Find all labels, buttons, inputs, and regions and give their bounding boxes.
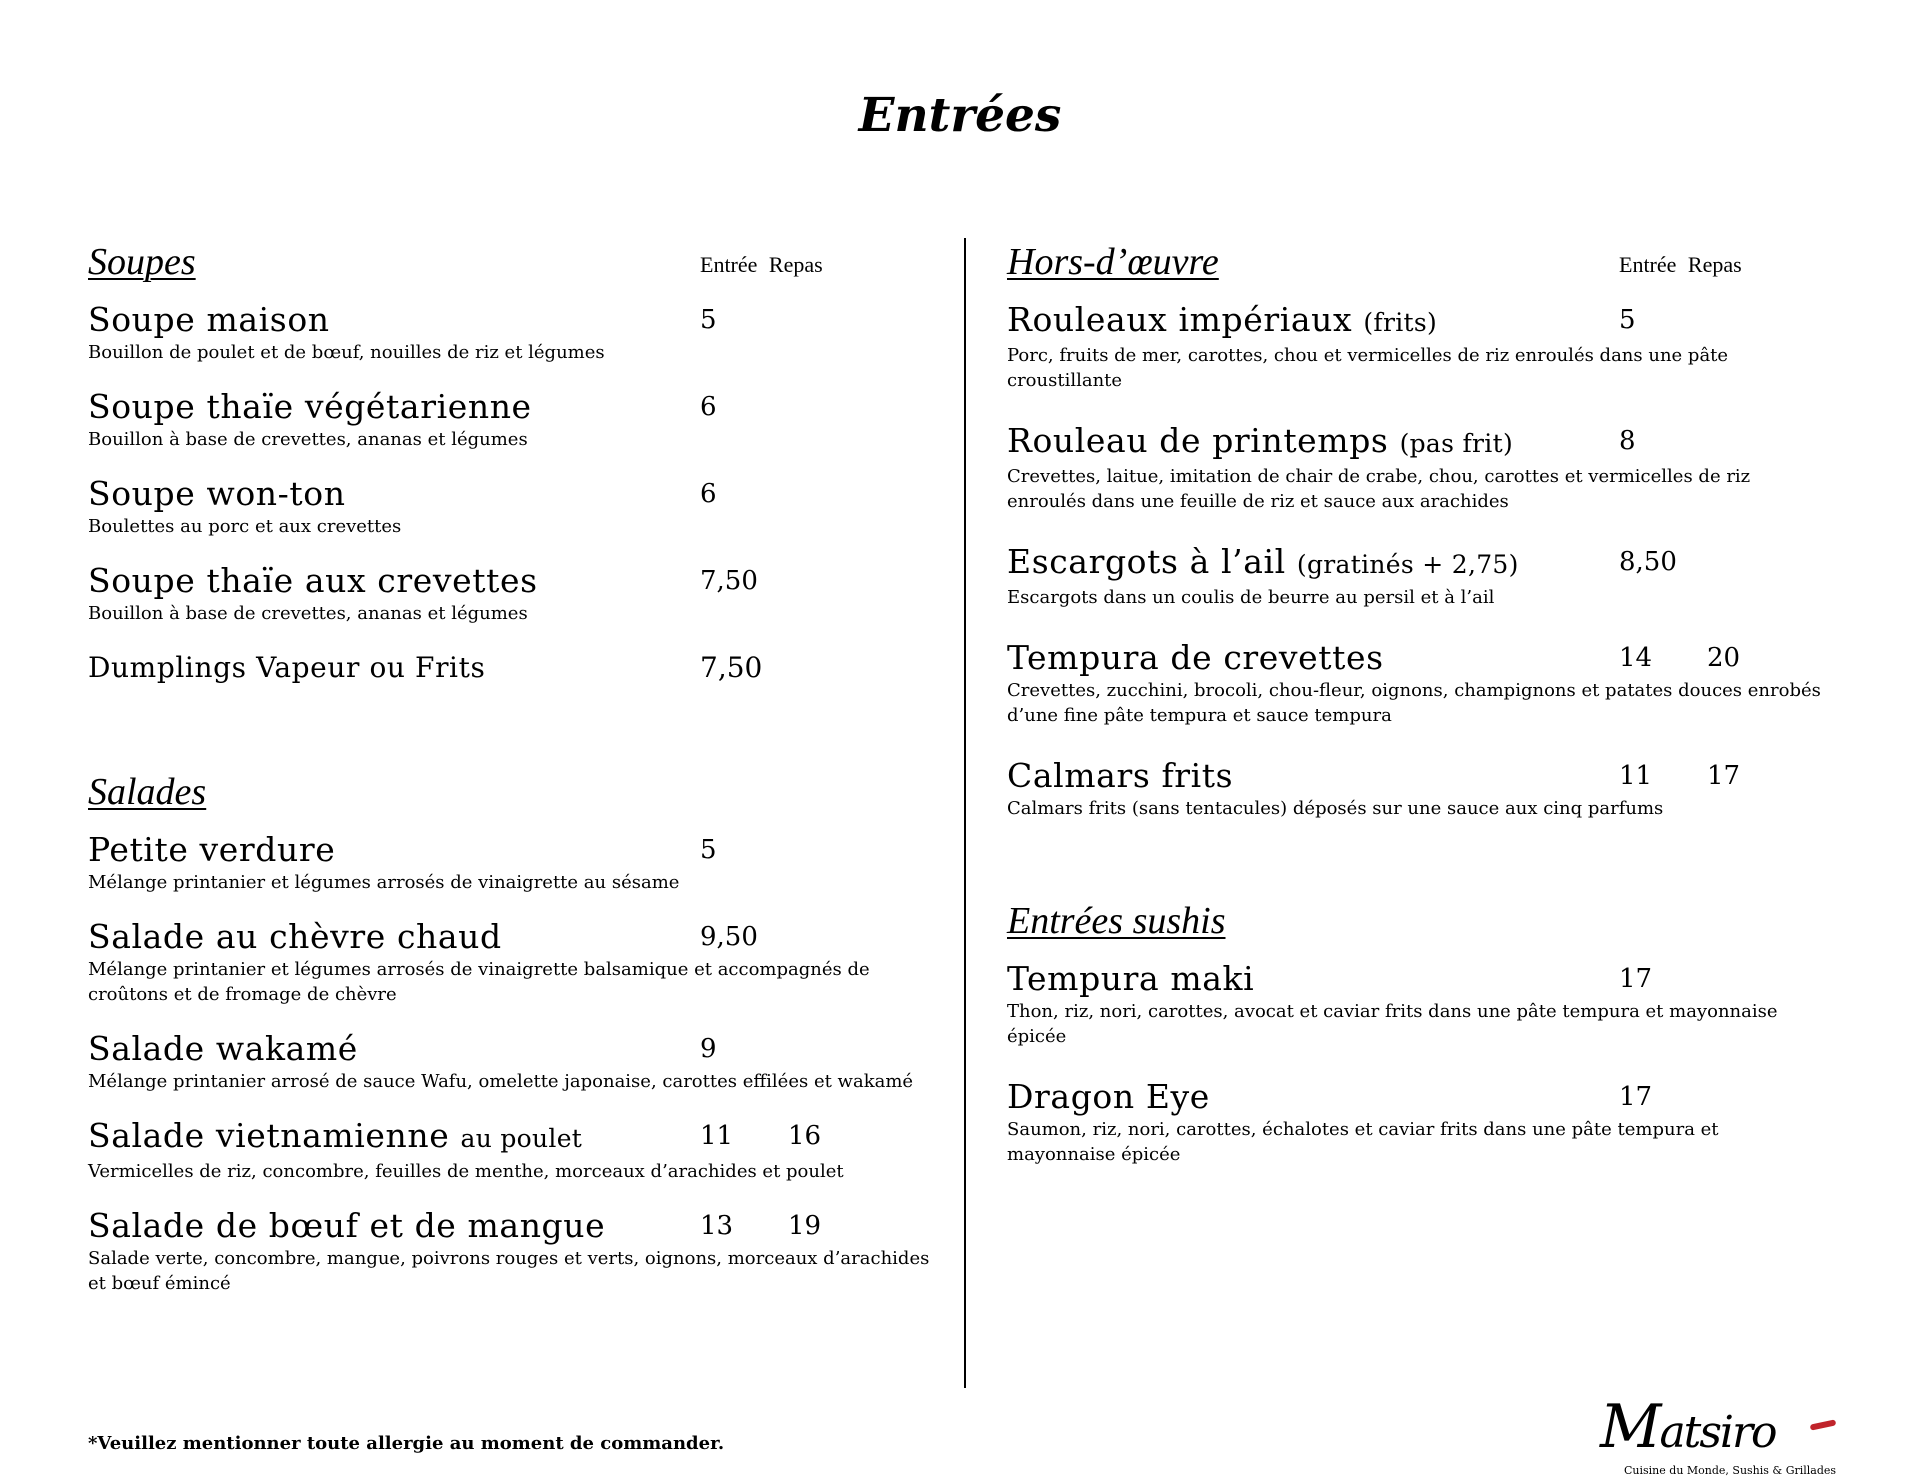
price-column-headers — [700, 252, 823, 278]
price-entree: 5 — [700, 305, 717, 335]
menu-item-name — [1007, 1077, 1827, 1117]
column-header-repas: Repas — [768, 252, 823, 277]
menu-item-description: Mélange printanier et légumes arrosés de vinaigrette au sésame — [88, 872, 680, 893]
menu-item-name — [1007, 300, 1827, 343]
price-entree: 9 — [700, 1034, 717, 1064]
menu-item-title: Rouleau de printemps — [1007, 421, 1389, 460]
menu-item — [88, 387, 948, 452]
column-header-entree: Entrée — [1619, 252, 1677, 277]
menu-item-name — [88, 648, 948, 688]
menu-item-name — [88, 387, 948, 427]
menu-item — [1007, 959, 1827, 1049]
section-title-soupes: Soupes — [88, 241, 196, 283]
menu-item-title: Petite verdure — [88, 830, 336, 869]
allergy-footnote: *Veuillez mentionner toute allergie au moment de commander. — [88, 1433, 725, 1454]
menu-item — [88, 1116, 948, 1184]
section-title-entrees-sushis: Entrées sushis — [1007, 900, 1226, 942]
menu-item-title: Calmars frits — [1007, 756, 1234, 795]
menu-item-title: Tempura de crevettes — [1007, 638, 1384, 677]
price-repas: 16 — [788, 1121, 822, 1151]
menu-item — [88, 474, 948, 539]
menu-item-title: Soupe thaïe aux crevettes — [88, 561, 538, 600]
price-entree: 14 — [1619, 643, 1653, 673]
menu-item — [1007, 421, 1827, 514]
price-entree: 17 — [1619, 964, 1653, 994]
menu-item-title: Soupe maison — [88, 300, 330, 339]
menu-item-name — [88, 1029, 948, 1069]
menu-item-name — [88, 917, 948, 957]
menu-item-title: Dragon Eye — [1007, 1077, 1210, 1116]
menu-item-name — [1007, 638, 1827, 678]
menu-item — [1007, 756, 1827, 821]
menu-item — [1007, 1077, 1827, 1167]
menu-item-title: Dumplings Vapeur ou Frits — [88, 651, 486, 684]
logo-wordmark: Matsiro — [1600, 1392, 1776, 1462]
menu-item — [1007, 638, 1827, 728]
section-soupes — [88, 238, 948, 688]
menu-item — [88, 648, 948, 688]
menu-item-title: Tempura maki — [1007, 959, 1255, 998]
menu-item-description: Thon, riz, nori, carottes, avocat et caviar frits dans une pâte tempura et mayonnaise épicée — [1007, 1001, 1778, 1047]
menu-item — [88, 1206, 948, 1296]
menu-item-description: Mélange printanier arrosé de sauce Wafu, omelette japonaise, carottes effilées et wakamé — [88, 1071, 914, 1092]
logo-tagline: Cuisine du Monde, Sushis & Grillades — [1624, 1464, 1837, 1477]
menu-item-note: au poulet — [460, 1124, 583, 1153]
menu-item-description: Boulettes au porc et aux crevettes — [88, 516, 402, 537]
price-entree: 6 — [700, 479, 717, 509]
menu-item — [88, 830, 948, 895]
section-header — [1007, 238, 1827, 300]
section-salades — [88, 768, 948, 1296]
section-header — [88, 238, 948, 300]
menu-item-description: Crevettes, laitue, imitation de chair de crabe, chou, carottes et vermicelles de riz enroulés dans une feuille de riz et sauce aux arachides — [1007, 466, 1751, 512]
menu-item — [88, 300, 948, 365]
page-title: Entrées — [858, 88, 1062, 143]
section-title-salades: Salades — [88, 771, 207, 813]
section-header — [88, 768, 948, 830]
menu-item — [88, 561, 948, 626]
price-entree: 8,50 — [1619, 547, 1677, 577]
menu-item-title: Salade de bœuf et de mangue — [88, 1206, 606, 1245]
menu-item — [1007, 300, 1827, 393]
price-entree: 5 — [1619, 305, 1636, 335]
section-hors-doeuvre — [1007, 238, 1827, 821]
menu-item-description: Escargots dans un coulis de beurre au persil et à l’ail — [1007, 587, 1495, 608]
price-repas: 20 — [1707, 643, 1741, 673]
menu-item-name — [88, 561, 948, 601]
menu-item-description: Calmars frits (sans tentacules) déposés sur une sauce aux cinq parfums — [1007, 798, 1664, 819]
menu-item-title: Soupe thaïe végétarienne — [88, 387, 532, 426]
column-header-repas: Repas — [1687, 252, 1742, 277]
menu-item-title: Salade vietnamienne — [88, 1116, 450, 1155]
price-entree: 5 — [700, 835, 717, 865]
price-entree: 8 — [1619, 426, 1636, 456]
price-entree: 11 — [700, 1121, 734, 1151]
menu-item-name — [1007, 959, 1827, 999]
menu-item-name — [1007, 542, 1827, 585]
logo-accent-mark — [1810, 1419, 1837, 1430]
column-header-entree: Entrée — [700, 252, 758, 277]
menu-item — [88, 1029, 948, 1094]
menu-item-title: Rouleaux impériaux — [1007, 300, 1353, 339]
price-entree: 7,50 — [700, 566, 758, 596]
menu-item-description: Porc, fruits de mer, carottes, chou et vermicelles de riz enroulés dans une pâte croustillante — [1007, 345, 1729, 391]
price-entree: 11 — [1619, 761, 1653, 791]
section-title-hors-doeuvre: Hors-d’œuvre — [1007, 241, 1219, 283]
price-entree: 9,50 — [700, 922, 758, 952]
menu-item-title: Salade au chèvre chaud — [88, 917, 502, 956]
menu-item — [1007, 542, 1827, 610]
menu-item — [88, 917, 948, 1007]
price-entree: 17 — [1619, 1082, 1653, 1112]
menu-item-name — [88, 474, 948, 514]
section-entrees-sushis — [1007, 897, 1827, 1167]
menu-item-title: Soupe won-ton — [88, 474, 346, 513]
menu-item-description: Bouillon à base de crevettes, ananas et légumes — [88, 603, 528, 624]
section-header — [1007, 897, 1827, 959]
menu-item-title: Escargots à l’ail — [1007, 542, 1286, 581]
price-entree: 7,50 — [700, 651, 763, 684]
menu-item-description: Salade verte, concombre, mangue, poivrons rouges et verts, oignons, morceaux d’arachides et bœuf émincé — [88, 1248, 930, 1294]
column-divider — [964, 238, 966, 1388]
menu-item-description: Bouillon de poulet et de bœuf, nouilles de riz et légumes — [88, 342, 605, 363]
menu-item-description: Saumon, riz, nori, carottes, échalotes et caviar frits dans une pâte tempura et mayonnaise épicée — [1007, 1119, 1719, 1165]
menu-item-description: Bouillon à base de crevettes, ananas et légumes — [88, 429, 528, 450]
price-entree: 6 — [700, 392, 717, 422]
menu-item-note: (frits) — [1363, 308, 1438, 337]
menu-item-title: Salade wakamé — [88, 1029, 358, 1068]
price-column-headers — [1619, 252, 1742, 278]
matsiro-logo — [1600, 1392, 1840, 1478]
menu-item-note: (gratinés + 2,75) — [1296, 550, 1519, 579]
price-repas: 17 — [1707, 761, 1741, 791]
menu-item-name — [1007, 756, 1827, 796]
menu-item-name — [1007, 421, 1827, 464]
right-column — [1007, 238, 1827, 1195]
left-column — [88, 238, 948, 1318]
menu-item-description: Crevettes, zucchini, brocoli, chou-fleur, oignons, champignons et patates douces enrobés d’une fine pâte tempura et sauce tempura — [1007, 680, 1821, 726]
menu-item-description: Mélange printanier et légumes arrosés de vinaigrette balsamique et accompagnés de croûtons et de fromage de chèvre — [88, 959, 870, 1005]
price-entree: 13 — [700, 1211, 734, 1241]
menu-item-note: (pas frit) — [1399, 429, 1513, 458]
menu-item-name — [88, 830, 948, 870]
menu-item-name — [88, 300, 948, 340]
menu-item-description: Vermicelles de riz, concombre, feuilles de menthe, morceaux d’arachides et poulet — [88, 1161, 844, 1182]
price-repas: 19 — [788, 1211, 822, 1241]
